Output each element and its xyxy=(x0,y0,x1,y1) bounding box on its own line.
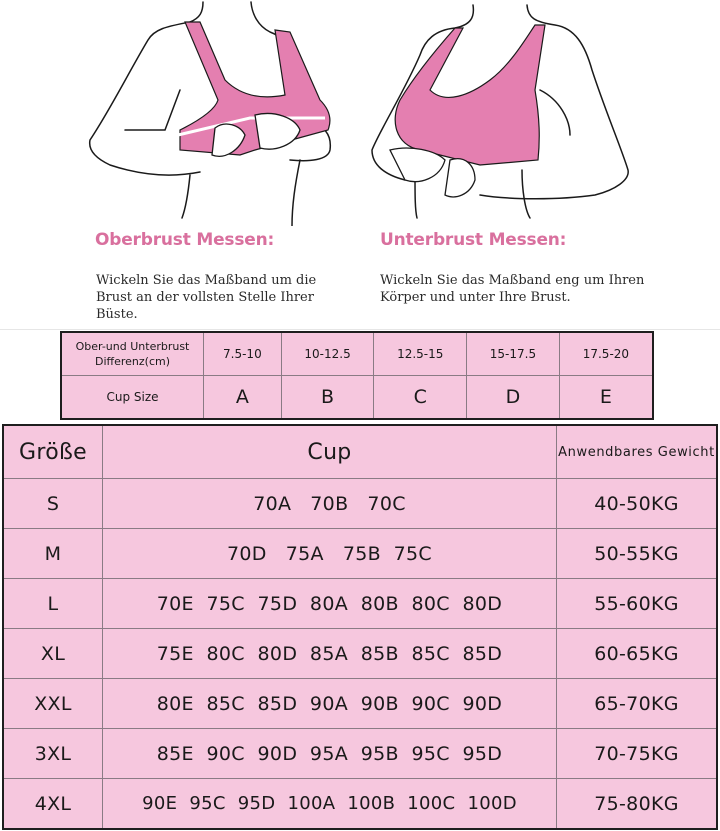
cups-cell: 80E 85C 85D 90A 90B 90C 90D xyxy=(103,679,557,729)
cups-cell: 70A 70B 70C xyxy=(103,479,557,529)
cups-cell: 85E 90C 90D 95A 95B 95C 95D xyxy=(103,729,557,779)
weight-cell: 50-55KG xyxy=(557,529,718,579)
header-size: Größe xyxy=(3,425,103,479)
oberbrust-description: Wickeln Sie das Maßband um die Brust an der vollsten Stelle Ihrer Büste. xyxy=(96,273,317,322)
table-row xyxy=(3,529,717,579)
weight-cell: 65-70KG xyxy=(557,679,718,729)
divider xyxy=(0,329,720,330)
cups-cell: 70E 75C 75D 80A 80B 80C 80D xyxy=(103,579,557,629)
difference-row xyxy=(61,332,653,376)
size-cell: L xyxy=(3,579,103,629)
cup-cell: D xyxy=(467,376,560,420)
header-weight: Anwendbares Gewicht xyxy=(557,425,718,479)
unterbrust-description: Wickeln Sie das Maßband eng um Ihren Körper und unter Ihre Brust. xyxy=(380,273,645,305)
table-row xyxy=(3,479,717,529)
difference-cell: 17.5-20 xyxy=(559,332,653,376)
cup-difference-table xyxy=(60,331,654,420)
cups-cell: 70D 75A 75B 75C xyxy=(103,529,557,579)
woman-measuring-underbust-icon xyxy=(360,0,720,226)
oberbrust-illustration xyxy=(0,0,360,226)
difference-cell: 7.5-10 xyxy=(204,332,282,376)
table-row xyxy=(3,779,717,830)
table-header-row xyxy=(3,425,717,479)
cup-cell: B xyxy=(281,376,374,420)
difference-cell: 12.5-15 xyxy=(374,332,467,376)
weight-cell: 55-60KG xyxy=(557,579,718,629)
size-cell: XL xyxy=(3,629,103,679)
difference-cell: 15-17.5 xyxy=(467,332,560,376)
table-row xyxy=(3,579,717,629)
weight-cell: 60-65KG xyxy=(557,629,718,679)
difference-label: Ober-und Unterbrust Differenz(cm) xyxy=(61,332,204,376)
unterbrust-illustration xyxy=(360,0,720,226)
size-cell: S xyxy=(3,479,103,529)
cups-cell: 75E 80C 80D 85A 85B 85C 85D xyxy=(103,629,557,679)
cups-cell: 90E 95C 95D 100A 100B 100C 100D xyxy=(103,779,557,830)
cup-cell: A xyxy=(204,376,282,420)
woman-measuring-bust-icon xyxy=(0,0,360,226)
table-row xyxy=(3,729,717,779)
weight-cell: 40-50KG xyxy=(557,479,718,529)
weight-cell: 70-75KG xyxy=(557,729,718,779)
table-row xyxy=(3,679,717,729)
header-cup: Cup xyxy=(103,425,557,479)
size-chart-table xyxy=(2,424,718,830)
cup-cell: C xyxy=(374,376,467,420)
size-cell: XXL xyxy=(3,679,103,729)
difference-cell: 10-12.5 xyxy=(281,332,374,376)
cup-cell: E xyxy=(559,376,653,420)
cup-size-label: Cup Size xyxy=(61,376,204,420)
size-cell: 4XL xyxy=(3,779,103,830)
table-row xyxy=(3,629,717,679)
size-cell: M xyxy=(3,529,103,579)
oberbrust-heading: Oberbrust Messen: xyxy=(95,230,275,250)
size-cell: 3XL xyxy=(3,729,103,779)
unterbrust-heading: Unterbrust Messen: xyxy=(380,230,567,250)
weight-cell: 75-80KG xyxy=(557,779,718,830)
cup-size-row xyxy=(61,376,653,420)
